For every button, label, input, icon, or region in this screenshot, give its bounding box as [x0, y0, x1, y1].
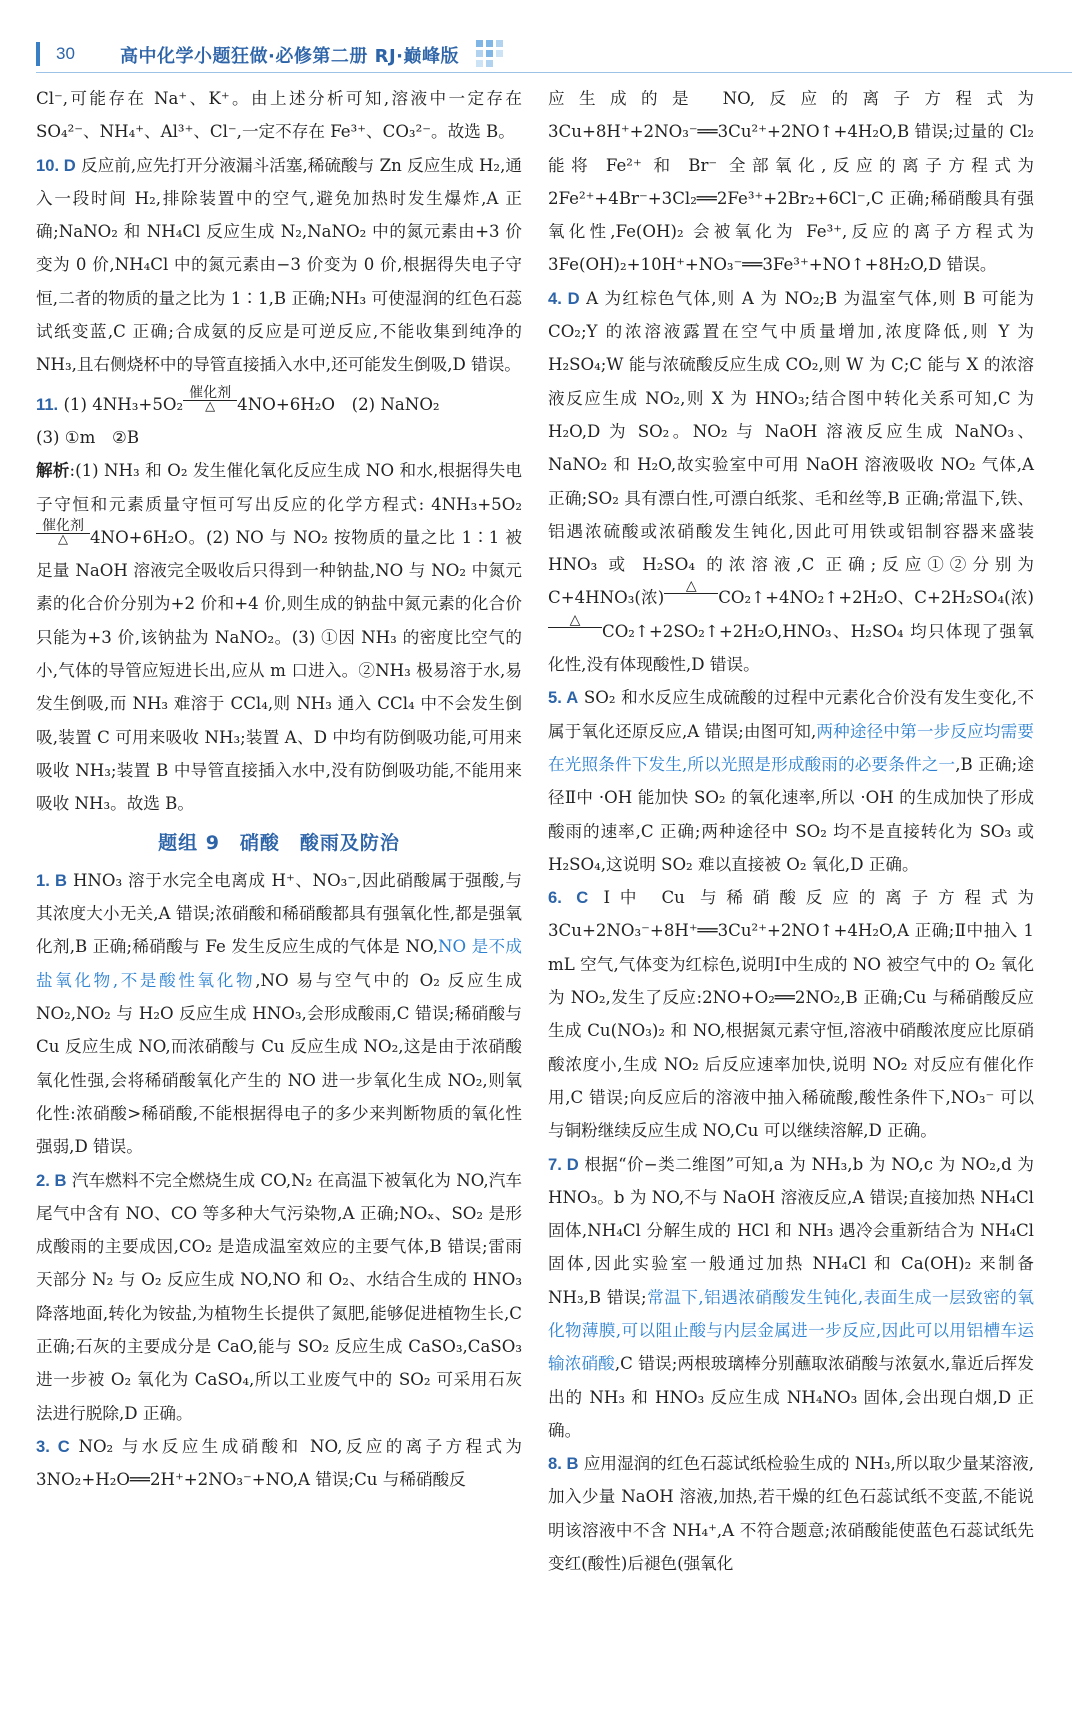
answer-g1-highlight: NO 是不成盐氧化物,不是酸性氧化物	[36, 937, 522, 990]
answer-5-number: 5. A	[548, 688, 579, 708]
page-number: 30	[56, 44, 75, 63]
answer-4-text-b: CO₂↑+4NO₂↑+2H₂O、C+2H₂SO₄(浓)	[718, 588, 1034, 608]
left-column	[36, 82, 522, 1496]
page-header	[36, 38, 506, 68]
heat-icon: △	[205, 398, 216, 414]
answer-g1-text-b: ,NO 易与空气中的 O₂ 反应生成 NO₂,NO₂ 与 H₂O 反应生成 HNO₃,会形成酸雨,C 错误;稀硝酸与 Cu 反应生成 NO,而浓硝酸与 Cu 反应生成 NO₂,这是由于浓硝酸氧化性强,会将稀硝酸氧化产生的 NO 进一步氧化生成 NO₂,则氧化性:浓硝酸>稀硝酸,不能根据得电子的多少来判断物质的氧化性强弱,D 错误。	[36, 970, 523, 1157]
answer-6	[548, 881, 1034, 1147]
answer-11-number: 11.	[36, 394, 59, 414]
answer-4-number: 4. D	[548, 288, 580, 308]
heat-icon-2: △	[58, 531, 68, 547]
heat-condition-2	[548, 611, 602, 640]
header-rule	[36, 72, 1072, 73]
answer-5-highlight: 两种途径中第一步反应均需要在光照条件下发生,所以光照是形成酸雨的必要条件之一	[548, 721, 1034, 774]
answer-4	[548, 282, 1034, 682]
answer-5	[548, 681, 1034, 881]
answer-10-number: 10. D	[36, 155, 76, 175]
answer-g3-number: 3. C	[36, 1436, 70, 1456]
answer-8-number: 8. B	[548, 1454, 579, 1474]
analysis-label: 解析	[36, 460, 70, 481]
answer-5-text-a: SO₂ 和水反应生成硫酸的过程中元素化合价没有发生变化,不属于氧化还原反应,A 错误;由图可知,	[548, 688, 1035, 741]
answer-7-highlight: 常温下,铝遇浓硝酸发生钝化,表面生成一层致密的氧化物薄膜,可以阻止酸与内层金属进一步反应,因此可以用铝槽车运输浓硝酸	[548, 1287, 1034, 1374]
header-accent-bar	[36, 42, 40, 66]
catalyst-condition-2: 催化剂 △	[36, 521, 90, 546]
answer-g2-text: 汽车燃料不完全燃烧生成 CO,N₂ 在高温下被氧化为 NO,汽车尾气中含有 NO、CO 等多种大气污染物,A 正确;NOₓ、SO₂ 是形成酸雨的主要成因,CO₂ 是造成温室效应的主要气体,B 错误;雷雨天部分 N₂ 与 O₂ 反应生成 NO,NO 和 O₂、水结合生成的 HNO₃ 降落地面,转化为铵盐,为植物生长提供了氮肥,能够促进植物生长,C 正确;石灰的主要成分是 CaO,能与 SO₂ 反应生成 CaSO₃,CaSO₃ 进一步被 O₂ 氧化为 CaSO₄,所以工业废气中的 SO₂ 可采用石灰法进行脱除,D 正确。	[36, 1170, 522, 1423]
right-column	[548, 82, 1034, 1580]
answer-11	[36, 384, 522, 421]
answer-7-text-a: 根据“价−类二维图”可知,a 为 NH₃,b 为 NO,c 为 NO₂,d 为 HNO₃。b 为 NO,不与 NaOH 溶液反应,A 错误;直接加热 NH₄Cl 固体,NH₄Cl 分解生成的 HCl 和 NH₃ 遇冷会重新结合为 NH₄Cl 固体,因此实验室一般通过加热 NH₄Cl 和 Ca(OH)₂ 来制备 NH₃,B 错误;	[548, 1154, 1034, 1307]
analysis-text-1: :(1) NH₃ 和 O₂ 发生催化氧化反应生成 NO 和水,根据得失电子守恒和元素质量守恒可写出反应的化学方程式:	[36, 461, 523, 514]
answer-4-text-c: CO₂↑+2SO₂↑+2H₂O,HNO₃、H₂SO₄ 均只体现了强氧化性,没有体现酸性,D 错误。	[548, 621, 1034, 675]
answer-6-text: Ⅰ中 Cu 与稀硝酸反应的离子方程式为 3Cu+2NO₃⁻+8H⁺══3Cu²⁺+2NO↑+4H₂O,A 正确;Ⅱ中抽入 1 mL 空气,气体变为红棕色,说明Ⅰ中生成的 NO 被空气中的 O₂ 氧化为 NO₂,发生了反应:2NO+O₂══2NO₂,B 正确;Cu 与稀硝酸反应生成 Cu(NO₃)₂ 和 NO,根据氮元素守恒,溶液中硝酸浓度应比原硝酸浓度小,生成 NO₂ 后反应速率加快,说明 NO₂ 对反应有催化作用,C 错误;向反应后的溶液中抽入稀硫酸,酸性条件下,NO₃⁻ 可以与铜粉继续反应生成 NO,Cu 可以继续溶解,D 正确。	[548, 888, 1034, 1141]
heat-icon-3: △	[685, 578, 697, 595]
answer-8	[548, 1447, 1034, 1580]
answer-g1-number: 1. B	[36, 870, 68, 890]
analysis-text-2: 4NO+6H₂O。(2) NO 与 NO₂ 按物质的量之比 1∶1 被足量 NaOH 溶液完全吸收后只得到一种钠盐,NO 与 NO₂ 中氮元素的化合价分别为+2 价和+4 价,则生成的钠盐中氮元素的化合价只能为+3 价,该钠盐为 NaNO₂。(3) ①因 NH₃ 的密度比空气的小,气体的导管应短进长出,应从 m 口进入。②NH₃ 极易溶于水,易发生倒吸,而 NH₃ 难溶于 CCl₄,则 NH₃ 通入 CCl₄ 中不会发生倒吸,装置 C 可用来吸收 NH₃;装置 A、D 中均有防倒吸功能,可用来吸收 NH₃;装置 B 中导管直接插入水中,没有防倒吸功能,不能用来吸收 NH₃。故选 B。	[36, 527, 522, 814]
group-title: 题组 9 硝酸 酸雨及防治	[158, 831, 400, 854]
answer-g2-number: 2. B	[36, 1170, 67, 1190]
book-title: 高中化学小题狂做·必修第二册 RJ·巅峰版	[120, 46, 459, 67]
answer-4-text-a: A 为红棕色气体,则 A 为 NO₂;B 为温室气体,则 B 可能为 CO₂;Y 的浓溶液露置在空气中质量增加,浓度降低,则 Y 为 H₂SO₄;W 能与浓硫酸反应生成 CO₂,则 W 为 C;C 能与 X 的浓溶液反应生成 NO₂,则 X 为 HNO₃;结合图中转化关系可知,C 为 H₂O,D 为 SO₂。NO₂ 与 NaOH 溶液反应生成 NaNO₃、NaNO₂ 和 H₂O,故实验室中可用 NaOH 溶液吸收 NO₂ 气体,A 正确;SO₂ 具有漂白性,可漂白纸浆、毛和丝等,B 正确;常温下,铁、铝遇浓硫酸或浓硝酸发生钝化,因此可用铁或铝制容器来盛装 HNO₃ 或 H₂SO₄ 的浓溶液,C 正确;反应①②分别为 C+4HNO₃(浓)	[548, 288, 1034, 608]
continued-answer: Cl⁻,可能存在 Na⁺、K⁺。由上述分析可知,溶液中一定存在 SO₄²⁻、NH₄⁺、Al³⁺、Cl⁻,一定不存在 Fe³⁺、CO₃²⁻。故选 B。	[36, 89, 522, 142]
catalyst-condition: 催化剂 △	[183, 388, 237, 413]
answer-g2	[36, 1164, 522, 1430]
answer-8-text: 应用湿润的红色石蕊试纸检验生成的 NH₃,所以取少量某溶液,加入少量 NaOH 溶液,加热,若干燥的红色石蕊试纸不变蓝,不能说明该溶液中不含 NH₄⁺,A 不符合题意;浓硝酸能使蓝色石蕊试纸先变红(酸性)后褪色(强氧化	[548, 1454, 1034, 1574]
answer-7-text-b: ,C 错误;两根玻璃棒分别蘸取浓硝酸与浓氨水,靠近后挥发出的 NH₃ 和 HNO₃ 反应生成 NH₄NO₃ 固体,会出现白烟,D 正确。	[548, 1354, 1034, 1440]
answer-6-number: 6. C	[548, 888, 589, 908]
answer-11-part-a: (1) 4NH₃+5O₂	[63, 394, 184, 414]
heat-condition-1	[664, 578, 718, 606]
answer-7-number: 7. D	[548, 1154, 579, 1174]
analysis-equation-a: 4NH₃+5O₂	[431, 494, 522, 514]
continued-answer-3: 应生成的是 NO,反应的离子方程式为 3Cu+8H⁺+2NO₃⁻══3Cu²⁺+2NO↑+4H₂O,B 错误;过量的 Cl₂ 能将 Fe²⁺ 和 Br⁻ 全部氧化,反应的离子方程式为 2Fe²⁺+4Br⁻+3Cl₂══2Fe³⁺+2Br₂+6Cl⁻,C 正确;稀硝酸具有强氧化性,Fe(OH)₂ 会被氧化为 Fe³⁺,反应的离子方程式为 3Fe(OH)₂+10H⁺+NO₃⁻══3Fe³⁺+NO↑+8H₂O,D 错误。	[548, 89, 1034, 275]
answer-11-part-b: 4NO+6H₂O (2) NaNO₂	[237, 394, 440, 414]
answer-10	[36, 149, 522, 382]
answer-10-text: 反应前,应先打开分液漏斗活塞,稀硫酸与 Zn 反应生成 H₂,通入一段时间 H₂,排除装置中的空气,避免加热时发生爆炸,A 正确;NaNO₂ 和 NH₄Cl 反应生成 N₂,NaNO₂ 中的氮元素由+3 价变为 0 价,NH₄Cl 中的氮元素由−3 价变为 0 价,根据得失电子守恒,二者的物质的量之比为 1∶1,B 正确;NH₃ 可使湿润的红色石蕊试纸变蓝,C 正确;合成氨的反应是可逆反应,不能收集到纯净的 NH₃,且右侧烧杯中的导管直接插入水中,还可能发生倒吸,D 错误。	[36, 155, 522, 375]
answer-g1	[36, 864, 522, 1164]
analysis	[36, 454, 522, 820]
heat-icon-4: △	[569, 611, 581, 628]
answer-g1-text-a: HNO₃ 溶于水完全电离成 H⁺、NO₃⁻,因此硝酸属于强酸,与其浓度大小无关,A 错误;浓硝酸和稀硝酸都具有强氧化性,都是强氧化剂,B 正确;稀硝酸与 Fe 发生反应生成的气体是 NO,	[36, 870, 523, 957]
answer-11-part-c: (3) ①m ②B	[36, 427, 140, 447]
header-dots-icon	[476, 40, 504, 68]
answer-5-text-b: ,B 正确;途径Ⅱ中 ·OH 能加快 SO₂ 的氧化速率,所以 ·OH 的生成加快了形成酸雨的速率,C 正确;两种途径中 SO₂ 均不是直接转化为 SO₃ 或 H₂SO₄,这说明 SO₂ 难以直接被 O₂ 氧化,D 正确。	[548, 754, 1034, 874]
answer-7	[548, 1148, 1034, 1448]
answer-g3-text: NO₂ 与水反应生成硝酸和 NO,反应的离子方程式为 3NO₂+H₂O══2H⁺+2NO₃⁻+NO,A 错误;Cu 与稀硝酸反	[36, 1436, 523, 1490]
answer-g3	[36, 1430, 522, 1497]
